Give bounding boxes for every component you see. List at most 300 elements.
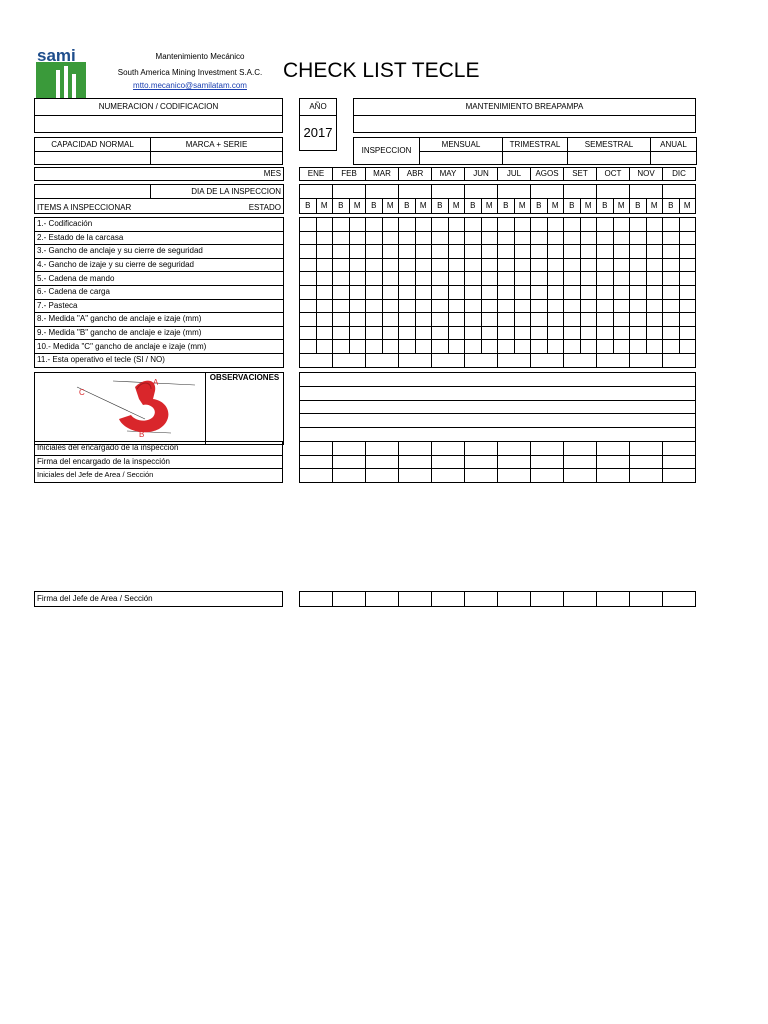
check-cell[interactable] xyxy=(349,258,366,272)
check-cell[interactable] xyxy=(514,218,531,232)
check-cell[interactable] xyxy=(514,299,531,313)
check-cell[interactable] xyxy=(300,285,317,299)
check-cell[interactable] xyxy=(382,340,399,354)
check-cell[interactable] xyxy=(531,258,548,272)
check-cell[interactable] xyxy=(663,285,680,299)
check-cell[interactable] xyxy=(597,258,614,272)
check-cell[interactable] xyxy=(481,231,498,245)
check-cell[interactable] xyxy=(547,285,564,299)
check-cell[interactable] xyxy=(366,258,383,272)
signature-cell[interactable] xyxy=(498,469,531,483)
freq-anual[interactable]: ANUAL xyxy=(651,138,697,152)
check-cell[interactable] xyxy=(679,285,696,299)
check-cell[interactable] xyxy=(679,258,696,272)
check-cell[interactable] xyxy=(597,340,614,354)
check-cell[interactable] xyxy=(316,245,333,259)
check-cell[interactable] xyxy=(432,326,449,340)
check-cell[interactable] xyxy=(531,313,548,327)
check-cell[interactable] xyxy=(679,231,696,245)
check-cell[interactable] xyxy=(300,313,317,327)
check-cell[interactable] xyxy=(316,313,333,327)
check-cell[interactable] xyxy=(531,272,548,286)
check-cell[interactable] xyxy=(498,299,515,313)
check-cell[interactable] xyxy=(316,218,333,232)
check-cell[interactable] xyxy=(465,285,482,299)
check-cell[interactable] xyxy=(300,299,317,313)
check-cell[interactable] xyxy=(514,258,531,272)
dia-cell[interactable] xyxy=(531,185,564,199)
check-cell[interactable] xyxy=(382,272,399,286)
signature-cell[interactable] xyxy=(531,592,564,607)
signature-cell[interactable] xyxy=(399,455,432,469)
check-cell[interactable] xyxy=(300,218,317,232)
check-cell[interactable] xyxy=(349,218,366,232)
check-cell[interactable] xyxy=(646,231,663,245)
check-cell[interactable] xyxy=(481,245,498,259)
company-email[interactable]: mtto.mecanico@samilatam.com xyxy=(133,81,247,90)
check-cell[interactable] xyxy=(448,326,465,340)
check-cell[interactable] xyxy=(646,326,663,340)
check-cell[interactable] xyxy=(646,340,663,354)
check-cell[interactable] xyxy=(630,353,663,367)
check-cell[interactable] xyxy=(514,231,531,245)
check-cell[interactable] xyxy=(481,272,498,286)
check-cell[interactable] xyxy=(333,313,350,327)
check-cell[interactable] xyxy=(399,231,416,245)
freq-anual-check[interactable] xyxy=(651,152,697,165)
check-cell[interactable] xyxy=(679,272,696,286)
check-cell[interactable] xyxy=(300,258,317,272)
check-cell[interactable] xyxy=(498,340,515,354)
check-cell[interactable] xyxy=(465,272,482,286)
check-cell[interactable] xyxy=(531,326,548,340)
signature-cell[interactable] xyxy=(564,592,597,607)
freq-mensual[interactable]: MENSUAL xyxy=(420,138,503,152)
signature-cell[interactable] xyxy=(465,455,498,469)
check-cell[interactable] xyxy=(300,231,317,245)
check-cell[interactable] xyxy=(432,299,449,313)
check-cell[interactable] xyxy=(630,285,647,299)
observaciones-line[interactable] xyxy=(300,414,696,428)
check-cell[interactable] xyxy=(432,340,449,354)
check-cell[interactable] xyxy=(366,326,383,340)
check-cell[interactable] xyxy=(415,258,432,272)
freq-trimestral[interactable]: TRIMESTRAL xyxy=(503,138,568,152)
check-cell[interactable] xyxy=(498,245,515,259)
check-cell[interactable] xyxy=(514,272,531,286)
check-cell[interactable] xyxy=(498,313,515,327)
check-cell[interactable] xyxy=(448,272,465,286)
signature-cell[interactable] xyxy=(630,442,663,456)
check-cell[interactable] xyxy=(399,285,416,299)
check-cell[interactable] xyxy=(316,258,333,272)
marca-value[interactable] xyxy=(151,152,283,165)
check-cell[interactable] xyxy=(349,231,366,245)
check-cell[interactable] xyxy=(514,313,531,327)
signature-cell[interactable] xyxy=(300,592,333,607)
check-cell[interactable] xyxy=(333,272,350,286)
freq-mensual-check[interactable] xyxy=(420,152,503,165)
check-cell[interactable] xyxy=(382,285,399,299)
check-cell[interactable] xyxy=(366,340,383,354)
signature-cell[interactable] xyxy=(630,469,663,483)
check-cell[interactable] xyxy=(646,258,663,272)
check-cell[interactable] xyxy=(613,218,630,232)
check-cell[interactable] xyxy=(382,218,399,232)
check-cell[interactable] xyxy=(547,313,564,327)
check-cell[interactable] xyxy=(382,231,399,245)
check-cell[interactable] xyxy=(613,340,630,354)
check-cell[interactable] xyxy=(630,299,647,313)
signature-cell[interactable] xyxy=(531,442,564,456)
check-cell[interactable] xyxy=(465,299,482,313)
check-cell[interactable] xyxy=(399,272,416,286)
check-cell[interactable] xyxy=(333,258,350,272)
check-cell[interactable] xyxy=(399,218,416,232)
signature-cell[interactable] xyxy=(333,455,366,469)
check-cell[interactable] xyxy=(630,326,647,340)
dia-cell[interactable] xyxy=(432,185,465,199)
observaciones-line[interactable] xyxy=(300,400,696,414)
check-cell[interactable] xyxy=(630,258,647,272)
dia-cell[interactable] xyxy=(630,185,663,199)
check-cell[interactable] xyxy=(432,272,449,286)
check-cell[interactable] xyxy=(564,326,581,340)
check-cell[interactable] xyxy=(679,326,696,340)
check-cell[interactable] xyxy=(316,272,333,286)
dia-cell[interactable] xyxy=(597,185,630,199)
check-cell[interactable] xyxy=(448,231,465,245)
anio-value[interactable]: 2017 xyxy=(300,116,337,151)
check-cell[interactable] xyxy=(333,299,350,313)
signature-cell[interactable] xyxy=(663,455,696,469)
check-cell[interactable] xyxy=(300,340,317,354)
check-cell[interactable] xyxy=(333,231,350,245)
signature-cell[interactable] xyxy=(597,469,630,483)
signature-cell[interactable] xyxy=(399,592,432,607)
check-cell[interactable] xyxy=(531,245,548,259)
check-cell[interactable] xyxy=(399,313,416,327)
check-cell[interactable] xyxy=(349,272,366,286)
check-cell[interactable] xyxy=(531,231,548,245)
check-cell[interactable] xyxy=(597,299,614,313)
check-cell[interactable] xyxy=(415,285,432,299)
signature-cell[interactable] xyxy=(432,592,465,607)
check-cell[interactable] xyxy=(663,231,680,245)
check-cell[interactable] xyxy=(547,272,564,286)
signature-cell[interactable] xyxy=(333,442,366,456)
check-cell[interactable] xyxy=(333,245,350,259)
signature-cell[interactable] xyxy=(597,455,630,469)
check-cell[interactable] xyxy=(580,245,597,259)
check-cell[interactable] xyxy=(333,326,350,340)
capacidad-value[interactable] xyxy=(35,152,151,165)
signature-cell[interactable] xyxy=(498,455,531,469)
numeracion-value[interactable] xyxy=(35,116,283,133)
check-cell[interactable] xyxy=(415,272,432,286)
check-cell[interactable] xyxy=(630,218,647,232)
signature-cell[interactable] xyxy=(630,592,663,607)
check-cell[interactable] xyxy=(399,326,416,340)
check-cell[interactable] xyxy=(399,299,416,313)
check-cell[interactable] xyxy=(564,245,581,259)
check-cell[interactable] xyxy=(316,340,333,354)
check-cell[interactable] xyxy=(465,313,482,327)
check-cell[interactable] xyxy=(300,353,333,367)
signature-cell[interactable] xyxy=(531,455,564,469)
freq-semestral-check[interactable] xyxy=(568,152,651,165)
check-cell[interactable] xyxy=(382,326,399,340)
check-cell[interactable] xyxy=(399,340,416,354)
check-cell[interactable] xyxy=(432,285,449,299)
check-cell[interactable] xyxy=(564,340,581,354)
check-cell[interactable] xyxy=(663,326,680,340)
check-cell[interactable] xyxy=(663,340,680,354)
check-cell[interactable] xyxy=(547,299,564,313)
check-cell[interactable] xyxy=(498,231,515,245)
signature-cell[interactable] xyxy=(300,442,333,456)
signature-cell[interactable] xyxy=(465,469,498,483)
check-cell[interactable] xyxy=(448,299,465,313)
check-cell[interactable] xyxy=(366,245,383,259)
check-cell[interactable] xyxy=(531,340,548,354)
check-cell[interactable] xyxy=(399,245,416,259)
check-cell[interactable] xyxy=(366,231,383,245)
dia-cell[interactable] xyxy=(465,185,498,199)
dia-cell[interactable] xyxy=(564,185,597,199)
check-cell[interactable] xyxy=(564,285,581,299)
check-cell[interactable] xyxy=(580,231,597,245)
check-cell[interactable] xyxy=(498,218,515,232)
check-cell[interactable] xyxy=(564,272,581,286)
check-cell[interactable] xyxy=(646,313,663,327)
signature-cell[interactable] xyxy=(663,442,696,456)
check-cell[interactable] xyxy=(547,231,564,245)
check-cell[interactable] xyxy=(498,258,515,272)
check-cell[interactable] xyxy=(415,218,432,232)
check-cell[interactable] xyxy=(630,313,647,327)
freq-semestral[interactable]: SEMESTRAL xyxy=(568,138,651,152)
check-cell[interactable] xyxy=(663,272,680,286)
check-cell[interactable] xyxy=(597,272,614,286)
check-cell[interactable] xyxy=(564,258,581,272)
check-cell[interactable] xyxy=(580,326,597,340)
signature-cell[interactable] xyxy=(432,455,465,469)
check-cell[interactable] xyxy=(663,313,680,327)
check-cell[interactable] xyxy=(663,245,680,259)
check-cell[interactable] xyxy=(514,340,531,354)
check-cell[interactable] xyxy=(531,285,548,299)
check-cell[interactable] xyxy=(514,285,531,299)
check-cell[interactable] xyxy=(333,353,366,367)
check-cell[interactable] xyxy=(432,313,449,327)
dia-cell[interactable] xyxy=(300,185,333,199)
check-cell[interactable] xyxy=(465,245,482,259)
check-cell[interactable] xyxy=(300,245,317,259)
check-cell[interactable] xyxy=(432,231,449,245)
check-cell[interactable] xyxy=(597,218,614,232)
check-cell[interactable] xyxy=(547,258,564,272)
signature-cell[interactable] xyxy=(465,592,498,607)
check-cell[interactable] xyxy=(514,245,531,259)
check-cell[interactable] xyxy=(316,231,333,245)
signature-cell[interactable] xyxy=(300,469,333,483)
check-cell[interactable] xyxy=(597,326,614,340)
signature-cell[interactable] xyxy=(663,592,696,607)
check-cell[interactable] xyxy=(333,285,350,299)
check-cell[interactable] xyxy=(531,299,548,313)
signature-cell[interactable] xyxy=(366,442,399,456)
check-cell[interactable] xyxy=(481,299,498,313)
check-cell[interactable] xyxy=(333,218,350,232)
dia-cell[interactable] xyxy=(498,185,531,199)
check-cell[interactable] xyxy=(366,299,383,313)
signature-cell[interactable] xyxy=(564,469,597,483)
check-cell[interactable] xyxy=(481,326,498,340)
check-cell[interactable] xyxy=(630,245,647,259)
check-cell[interactable] xyxy=(333,340,350,354)
check-cell[interactable] xyxy=(300,272,317,286)
check-cell[interactable] xyxy=(498,285,515,299)
check-cell[interactable] xyxy=(382,245,399,259)
check-cell[interactable] xyxy=(432,245,449,259)
dia-cell[interactable] xyxy=(399,185,432,199)
check-cell[interactable] xyxy=(448,285,465,299)
check-cell[interactable] xyxy=(663,218,680,232)
check-cell[interactable] xyxy=(613,313,630,327)
check-cell[interactable] xyxy=(465,231,482,245)
check-cell[interactable] xyxy=(432,258,449,272)
check-cell[interactable] xyxy=(613,299,630,313)
check-cell[interactable] xyxy=(531,218,548,232)
check-cell[interactable] xyxy=(465,353,498,367)
check-cell[interactable] xyxy=(316,326,333,340)
check-cell[interactable] xyxy=(679,299,696,313)
signature-cell[interactable] xyxy=(366,469,399,483)
check-cell[interactable] xyxy=(547,218,564,232)
check-cell[interactable] xyxy=(679,340,696,354)
check-cell[interactable] xyxy=(382,313,399,327)
check-cell[interactable] xyxy=(498,353,531,367)
check-cell[interactable] xyxy=(432,353,465,367)
check-cell[interactable] xyxy=(580,272,597,286)
signature-cell[interactable] xyxy=(366,455,399,469)
signature-cell[interactable] xyxy=(366,592,399,607)
check-cell[interactable] xyxy=(349,299,366,313)
check-cell[interactable] xyxy=(663,353,696,367)
check-cell[interactable] xyxy=(630,272,647,286)
check-cell[interactable] xyxy=(547,245,564,259)
signature-cell[interactable] xyxy=(564,455,597,469)
check-cell[interactable] xyxy=(564,231,581,245)
check-cell[interactable] xyxy=(580,340,597,354)
check-cell[interactable] xyxy=(349,340,366,354)
check-cell[interactable] xyxy=(316,299,333,313)
signature-cell[interactable] xyxy=(597,442,630,456)
check-cell[interactable] xyxy=(646,272,663,286)
check-cell[interactable] xyxy=(366,218,383,232)
check-cell[interactable] xyxy=(366,272,383,286)
observaciones-line[interactable] xyxy=(300,386,696,400)
check-cell[interactable] xyxy=(646,218,663,232)
check-cell[interactable] xyxy=(580,299,597,313)
check-cell[interactable] xyxy=(630,231,647,245)
check-cell[interactable] xyxy=(514,326,531,340)
check-cell[interactable] xyxy=(366,313,383,327)
check-cell[interactable] xyxy=(663,258,680,272)
check-cell[interactable] xyxy=(349,285,366,299)
check-cell[interactable] xyxy=(448,218,465,232)
check-cell[interactable] xyxy=(646,245,663,259)
check-cell[interactable] xyxy=(415,245,432,259)
check-cell[interactable] xyxy=(498,272,515,286)
signature-cell[interactable] xyxy=(531,469,564,483)
check-cell[interactable] xyxy=(481,258,498,272)
check-cell[interactable] xyxy=(432,218,449,232)
check-cell[interactable] xyxy=(481,340,498,354)
check-cell[interactable] xyxy=(415,231,432,245)
signature-cell[interactable] xyxy=(630,455,663,469)
check-cell[interactable] xyxy=(415,313,432,327)
check-cell[interactable] xyxy=(613,326,630,340)
signature-cell[interactable] xyxy=(333,592,366,607)
check-cell[interactable] xyxy=(465,326,482,340)
check-cell[interactable] xyxy=(498,326,515,340)
signature-cell[interactable] xyxy=(432,469,465,483)
signature-cell[interactable] xyxy=(597,592,630,607)
dia-cell[interactable] xyxy=(333,185,366,199)
check-cell[interactable] xyxy=(448,340,465,354)
check-cell[interactable] xyxy=(679,245,696,259)
check-cell[interactable] xyxy=(580,313,597,327)
dia-cell[interactable] xyxy=(366,185,399,199)
check-cell[interactable] xyxy=(399,353,432,367)
check-cell[interactable] xyxy=(597,285,614,299)
check-cell[interactable] xyxy=(349,313,366,327)
check-cell[interactable] xyxy=(679,218,696,232)
check-cell[interactable] xyxy=(646,299,663,313)
check-cell[interactable] xyxy=(481,313,498,327)
check-cell[interactable] xyxy=(481,218,498,232)
check-cell[interactable] xyxy=(580,285,597,299)
check-cell[interactable] xyxy=(300,326,317,340)
check-cell[interactable] xyxy=(613,272,630,286)
check-cell[interactable] xyxy=(564,299,581,313)
check-cell[interactable] xyxy=(366,353,399,367)
check-cell[interactable] xyxy=(663,299,680,313)
check-cell[interactable] xyxy=(613,245,630,259)
check-cell[interactable] xyxy=(597,353,630,367)
check-cell[interactable] xyxy=(448,258,465,272)
check-cell[interactable] xyxy=(465,218,482,232)
check-cell[interactable] xyxy=(613,231,630,245)
check-cell[interactable] xyxy=(597,245,614,259)
signature-cell[interactable] xyxy=(300,455,333,469)
check-cell[interactable] xyxy=(349,245,366,259)
check-cell[interactable] xyxy=(316,285,333,299)
check-cell[interactable] xyxy=(448,245,465,259)
check-cell[interactable] xyxy=(613,258,630,272)
check-cell[interactable] xyxy=(349,326,366,340)
check-cell[interactable] xyxy=(415,340,432,354)
observaciones-line[interactable] xyxy=(300,373,696,387)
check-cell[interactable] xyxy=(399,258,416,272)
freq-trimestral-check[interactable] xyxy=(503,152,568,165)
signature-cell[interactable] xyxy=(498,442,531,456)
check-cell[interactable] xyxy=(630,340,647,354)
check-cell[interactable] xyxy=(597,231,614,245)
check-cell[interactable] xyxy=(382,258,399,272)
